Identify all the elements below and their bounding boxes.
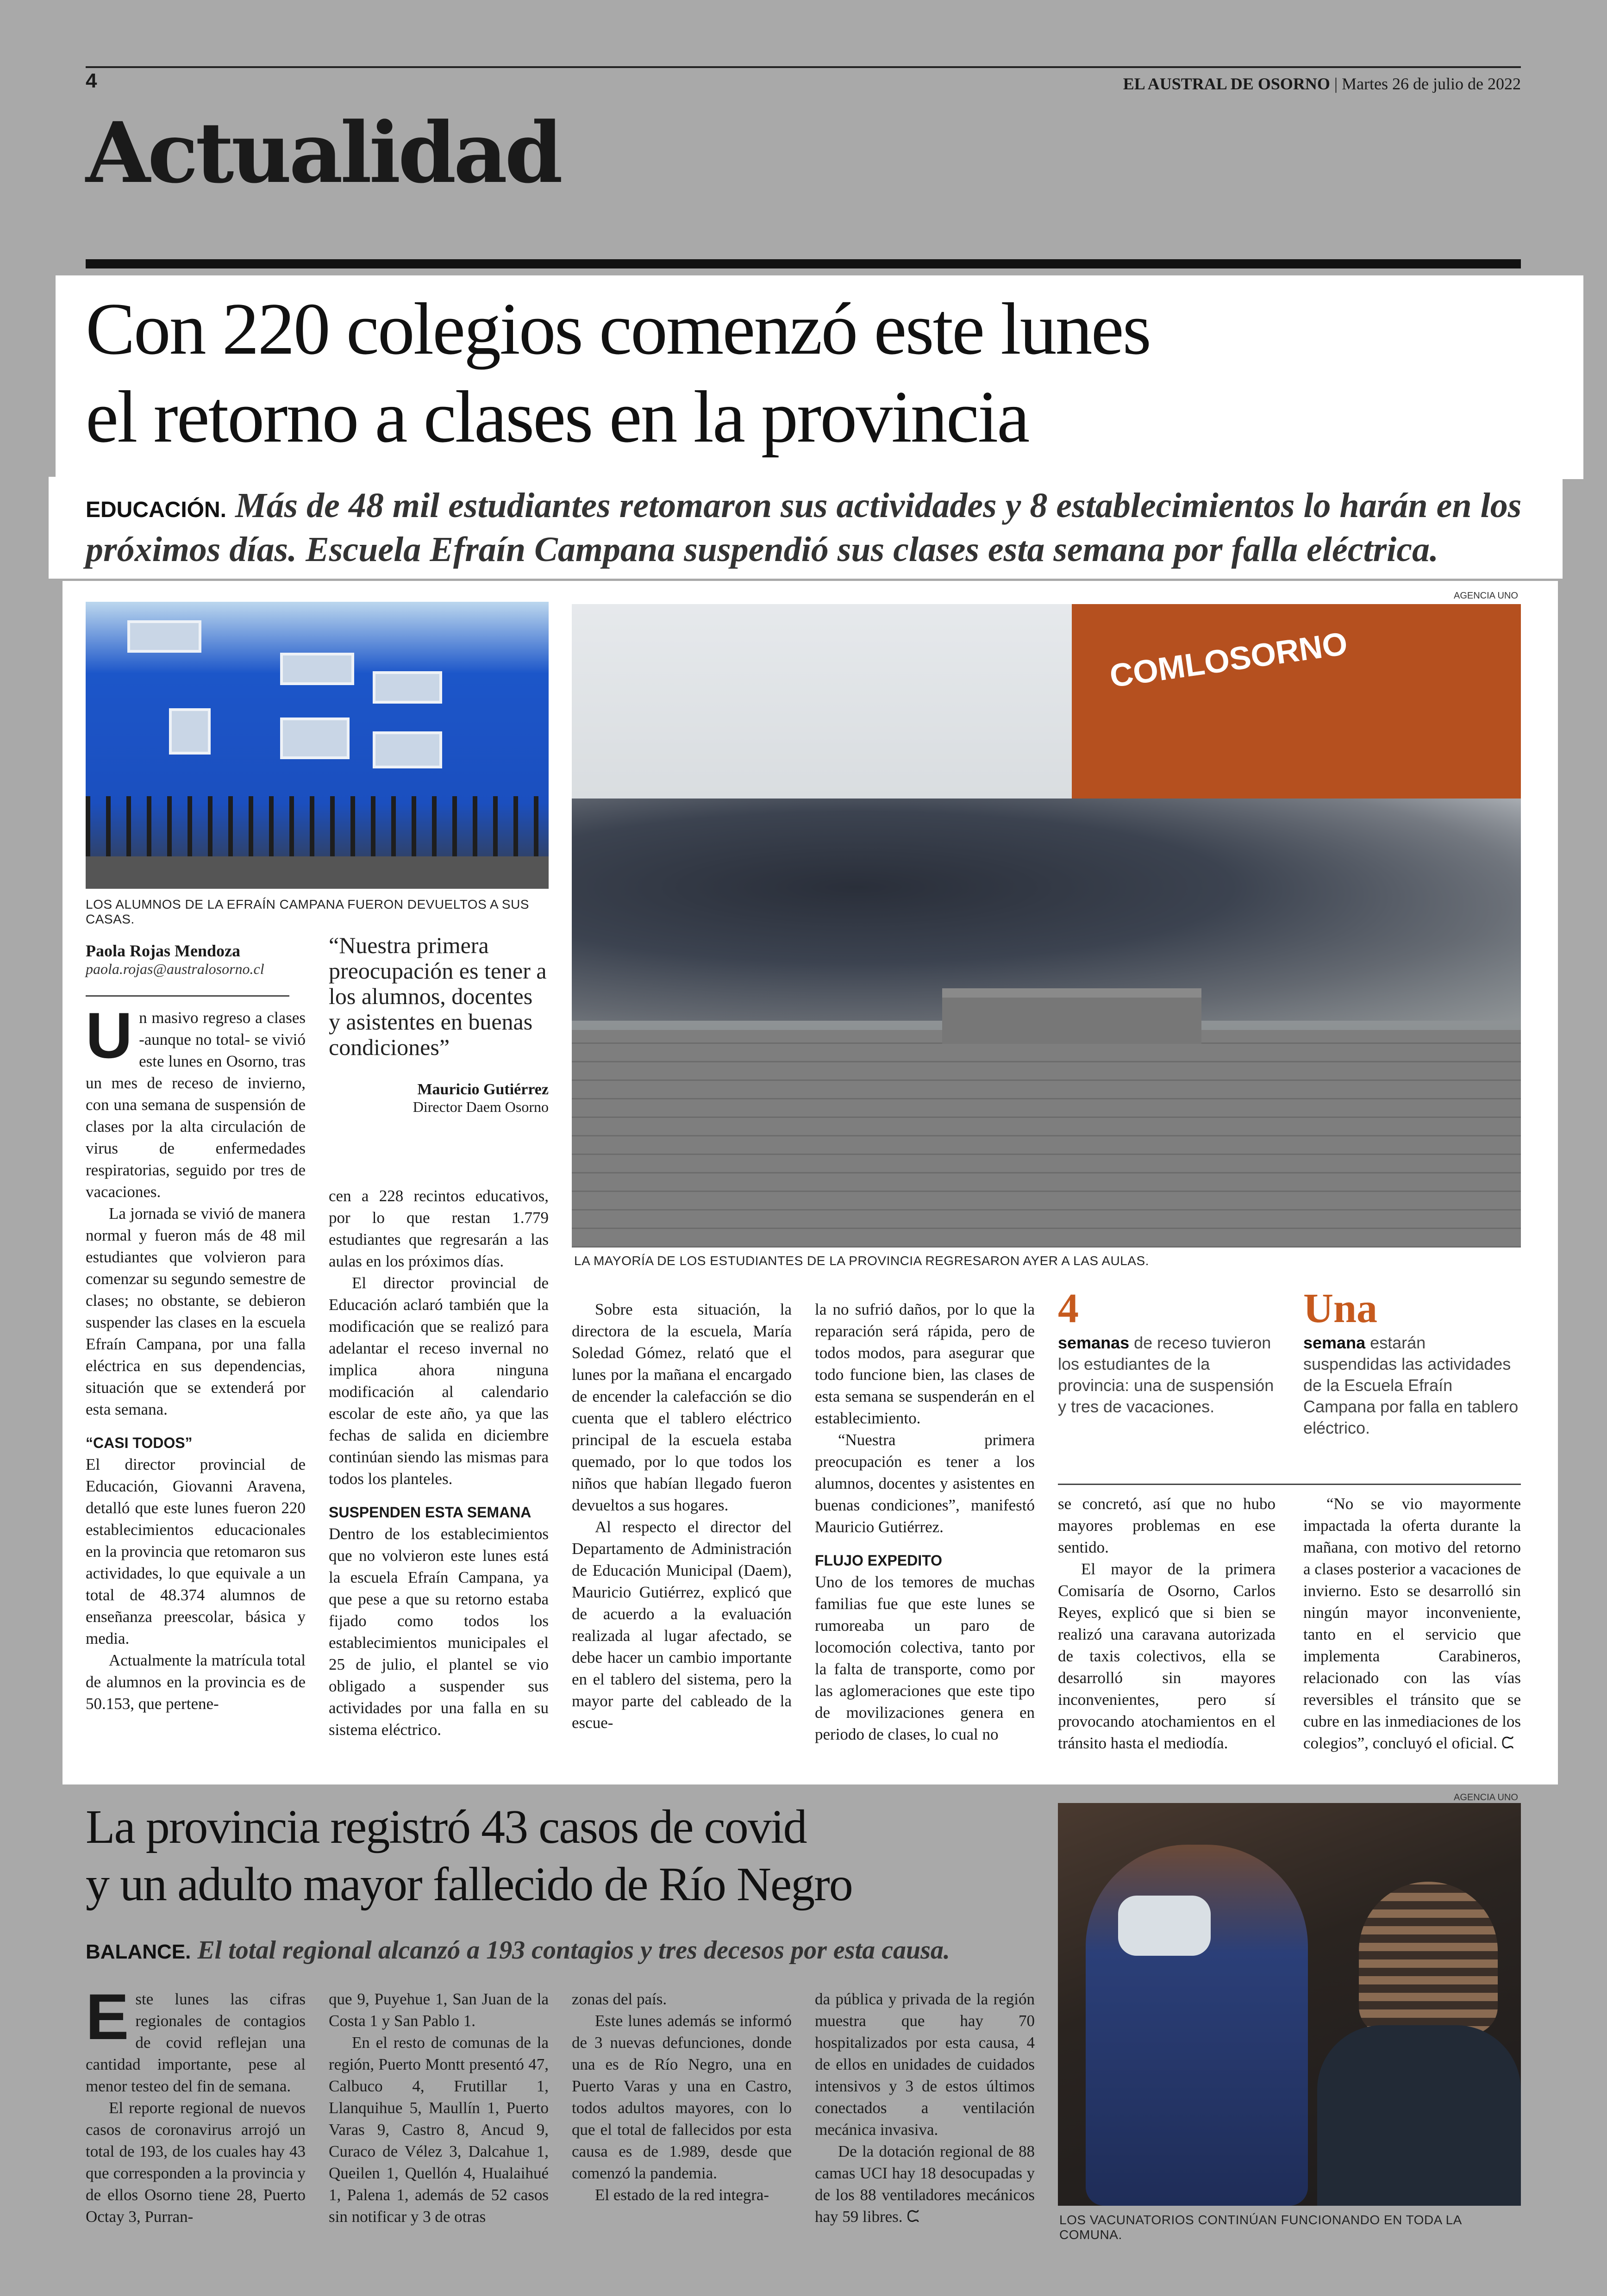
article2-column-3	[572, 1988, 792, 2206]
stat-one-week-number: Una	[1303, 1285, 1378, 1331]
article1-headline-line1: Con 220 colegios comenzó este lunes	[86, 287, 1150, 370]
article1-paragraph: se concretó, así que no hubo mayores problemas en ese sentido.	[1058, 1495, 1276, 1556]
author-name: Paola Rojas Mendoza	[86, 942, 240, 960]
article2-headline	[86, 1798, 1035, 1913]
stat-one-week-text: semana estarán suspendidas las actividades de la Escuela Efraín Campana por falla en tablero eléctrico.	[1303, 1333, 1519, 1437]
article1-column-3	[572, 1298, 792, 1734]
article1-paragraph: El director provincial de Educación, Giovanni Aravena, detalló que este lunes fueron 220 establecimientos educacionales en la provincia que retomaron sus actividades, lo que equivale a un total de 48.374 alumnos de enseñanza preescolar, básica y media.	[86, 1455, 306, 1647]
article1-kicker: EDUCACIÓN.	[86, 498, 227, 522]
page-number: 4	[86, 69, 97, 92]
article1-paragraph: Dentro de los establecimientos que no volvieron este lunes está la escuela Efraín Campana, ya que pese a que su retorno estaba fijado como todos los establecimientos municipales el 25 de julio, el plantel se vio obligado a suspender sus actividades por una falla en su sistema eléctrico.	[329, 1525, 549, 1739]
folio-rule	[86, 66, 1521, 68]
article1-paragraph: Uno de los temores de muchas familias fue que este lunes se rumoreaba un paro de locomoción colectiva, tanto por la falta de transporte, como por las aglomeraciones que este tipo de movilizaciones genera en periodo de clases, lo cual no	[815, 1573, 1035, 1743]
main-photo-credit: AGENCIA UNO	[1454, 591, 1518, 601]
article1-headline-box	[56, 275, 1583, 479]
article1-column-5	[1058, 1493, 1276, 1754]
issue-date: Martes 26 de julio de 2022	[1342, 75, 1521, 93]
article1-paragraph: Sobre esta situación, la directora de la escuela, María Soledad Gómez, relató que el lunes por la mañana el encargado de encender la calefacción se dio cuenta que el tablero eléctrico principal de la escuela estaba quemado, por lo que todos los niños que habían llegado fueron devueltos a sus hogares.	[572, 1300, 792, 1514]
pull-quote-role: Director Daem Osorno	[413, 1098, 549, 1115]
stat-weeks-text: semanas de receso tuvieron los estudiantes de la provincia: una de suspensión y tres de vacaciones.	[1058, 1333, 1274, 1416]
article2-paragraph: El reporte regional de nuevos casos de coronavirus arrojó un total de 193, de los cuales hay 43 que corresponden a la provincia y de ellos Osorno tiene 28, Puerto Octay 3, Purran-	[86, 2099, 306, 2226]
article2-deck-text: El total regional alcanzó a 193 contagios y tres decesos por esta causa.	[197, 1936, 950, 1965]
article1-deck	[86, 484, 1567, 572]
article1-column-6	[1303, 1493, 1521, 1754]
stat-weeks	[1058, 1285, 1276, 1417]
article2-paragraph: El estado de la red integra-	[595, 2186, 769, 2204]
article1-subhead: SUSPENDEN ESTA SEMANA	[329, 1504, 531, 1521]
article1-paragraph: El mayor de la primera Comisaría de Osorno, Carlos Reyes, explicó que si bien se realizó una caravana autorizada de taxis colectivos, ella se desarrolló sin mayores inconvenientes, pero sí provocando atochamientos en el tránsito hasta el mediodía.	[1058, 1560, 1276, 1752]
section-title: Actualidad	[86, 104, 561, 202]
byline-rule	[86, 995, 289, 997]
vaccination-photo	[1058, 1803, 1521, 2206]
article1-column-4	[815, 1298, 1035, 1745]
article1-paragraph: “No se vio mayormente impactada la oferta durante la mañana, con motivo del retorno a clases posterior a vacaciones de invierno. Esto se desarrolló sin ningún mayor inconveniente, tanto en el servicio que implementa Carabineros, relacionado con las vías reversibles el tránsito que se cubre en las inmediaciones de los colegios”, concluyó el oficial. ᙅ	[1303, 1495, 1521, 1752]
article1-paragraph: La jornada se vivió de manera normal y fueron más de 48 mil estudiantes que volvieron para comenzar su segundo semestre de clases; no obstante, se debieron suspender las clases en la escuela Efraín Campana, por una falla eléctrica en sus dependencias, situación que se extenderá por esta semana.	[86, 1204, 306, 1418]
article1-paragraph: Un masivo regreso a clases -aunque no total- se vivió este lunes en Osorno, tras un mes de receso de invierno, con una semana de suspensión de clases por la alta circulación de virus de enfermedades respiratorias, seguido por tres de vacaciones.	[86, 999, 306, 1201]
main-photo-caption: LA MAYORÍA DE LOS ESTUDIANTES DE LA PROVINCIA REGRESARON AYER A LAS AULAS.	[574, 1254, 1149, 1268]
article2-headline-line1: La provincia registró 43 casos de covid	[86, 1800, 807, 1853]
article1-dropcap: U	[86, 999, 133, 1072]
article2-paragraph: En el resto de comunas de la región, Puerto Montt presentó 47, Calbuco 4, Frutillar 1, Llanquihue 5, Maullín 1, Puerto Varas 9, Castro 8, Ancud 9, Curaco de Vélez 3, Dalcahue 1, Queilen 1, Quellón 4, Hualaihué 1, Palena 1, además de 52 casos sin notificar y 3 de otras	[329, 2034, 549, 2226]
pull-quote	[329, 933, 549, 1116]
article2-paragraph: Este lunes además se informó de 3 nuevas defunciones, donde una es de Río Negro, una en Puerto Varas y una en Castro, todos adultos mayores, con lo que el total de fallecidos por esta causa es de 1.989, desde que comenzó la pandemia.	[572, 2012, 792, 2182]
article1-paragraph: “Nuestra primera preocupación es tener a los alumnos, docentes y asistentes en buenas condiciones”, manifestó Mauricio Gutiérrez.	[815, 1431, 1035, 1536]
article2-column-4	[815, 1988, 1035, 2227]
article1-paragraph: Al respecto el director del Departamento de Administración de Educación Municipal (Daem), Mauricio Gutiérrez, explicó que de acuerdo a la evaluación realizada al lugar afectado, se debe hacer un cambio importante en el tablero del sistema, pero la mayor parte del cableado de la escue-	[572, 1518, 792, 1732]
article1-headline-line2: el retorno a clases en la provincia	[86, 375, 1029, 458]
section-rule	[86, 259, 1521, 268]
stats-rule	[1058, 1484, 1521, 1485]
vax-photo-credit: AGENCIA UNO	[1454, 1792, 1518, 1803]
article1-deck-text: Más de 48 mil estudiantes retomaron sus actividades y 8 establecimientos lo harán en los próximos días. Escuela Efraín Campana suspendió sus clases esta semana por falla eléctrica.	[86, 486, 1522, 569]
article2-deck	[86, 1935, 1035, 1965]
folio-separator: |	[1334, 75, 1338, 93]
article1-headline	[86, 285, 1150, 461]
end-mark-icon: ᙅ	[907, 2208, 920, 2226]
article1-column-2	[329, 1185, 549, 1741]
article1-paragraph: Actualmente la matrícula total de alumnos en la provincia es de 50.153, que pertene-	[86, 1651, 306, 1713]
author-email: paola.rojas@australosorno.cl	[86, 961, 264, 977]
article2-paragraph: zonas del país.	[572, 1990, 667, 2008]
article1-paragraph: El director provincial de Educación aclaró también que la modificación que se realizó para adelantar el receso invernal no implica ahora ninguna modificación al calendario escolar de este año, ya que las fechas de salida en diciembre continúan siendo las mismas para todos los planteles.	[329, 1274, 549, 1488]
school-photo	[86, 602, 549, 889]
article2-column-2	[329, 1988, 549, 2227]
article1-subhead: “CASI TODOS”	[86, 1435, 193, 1451]
article2-paragraph: que 9, Puyehue 1, San Juan de la Costa 1 y San Pablo 1.	[329, 1990, 549, 2030]
newspaper-name: EL AUSTRAL DE OSORNO	[1123, 75, 1330, 93]
article2-paragraph: De la dotación regional de 88 camas UCI hay 18 desocupadas y de los 88 ventiladores mecánicos hay 59 libres. ᙅ	[815, 2142, 1035, 2226]
article2-kicker: BALANCE.	[86, 1940, 191, 1963]
article1-paragraph: la no sufrió daños, por lo que la reparación será rápida, pero de todos modos, para asegurar que todo funcione bien, las clases de esta semana se suspenderán en el establecimiento.	[815, 1300, 1035, 1427]
article2-headline-line2: y un adulto mayor fallecido de Río Negro	[86, 1858, 852, 1911]
students-photo: COMLOSORNO	[572, 604, 1521, 1248]
vax-photo-caption: LOS VACUNATORIOS CONTINÚAN FUNCIONANDO EN TODA LA COMUNA.	[1059, 2213, 1462, 2242]
stat-weeks-number: 4	[1058, 1285, 1079, 1331]
folio-masthead	[1123, 74, 1521, 94]
byline	[86, 941, 289, 978]
article2-paragraph: Este lunes las cifras regionales de contagios de covid reflejan una cantidad importante, pese al menor testeo del fin de semana.	[86, 1980, 306, 2095]
article2-paragraph: da pública y privada de la región muestra que hay 70 hospitalizados por esta causa, 4 de ellos en unidades de cuidados intensivos y 3 de estos últimos conectados a ventilación mecánica invasiva.	[815, 1990, 1035, 2139]
pull-quote-author: Mauricio Gutiérrez	[417, 1081, 549, 1098]
article1-subhead: FLUJO EXPEDITO	[815, 1552, 943, 1569]
pull-quote-text: “Nuestra primera preocupación es tener a los alumnos, docentes y asistentes en buenas condiciones”	[329, 932, 547, 1060]
article2-dropcap: E	[86, 1980, 129, 2053]
article1-paragraph: cen a 228 recintos educativos, por lo que restan 1.779 estudiantes que regresarán a las aulas en los próximos días.	[329, 1187, 549, 1270]
stat-one-week	[1303, 1285, 1521, 1439]
article1-deck-box	[49, 477, 1563, 579]
article2-column-1	[86, 1980, 306, 2227]
school-photo-caption: LOS ALUMNOS DE LA EFRAÍN CAMPANA FUERON DEVUELTOS A SUS CASAS.	[86, 897, 529, 926]
end-mark-icon: ᙅ	[1501, 1734, 1514, 1752]
article1-column-1	[86, 999, 306, 1715]
